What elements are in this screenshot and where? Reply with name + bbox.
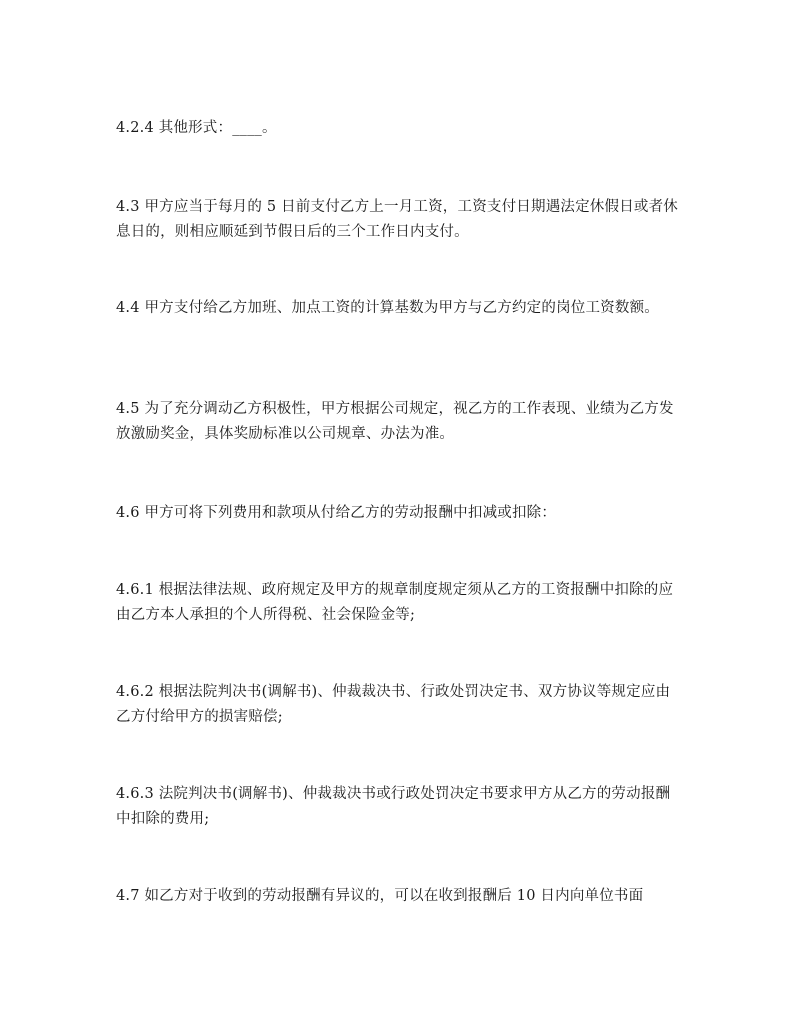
clause-4-6: 4.6 甲方可将下列费用和款项从付给乙方的劳动报酬中扣减或扣除：	[116, 505, 557, 521]
clause-4-6-3: 4.6.3 法院判决书(调解书)、仲裁裁决书或行政处罚决定书要求甲方从乙方的劳动报酬中扣除的费用;	[116, 786, 671, 827]
clause-4-6-1: 4.6.1 根据法律法规、政府规定及甲方的规章制度规定须从乙方的工资报酬中扣除的应由乙方本人承担的个人所得税、社会保险金等;	[116, 582, 674, 623]
clause-4-4: 4.4 甲方支付给乙方加班、加点工资的计算基数为甲方与乙方约定的岗位工资数额。	[116, 300, 659, 316]
clause-4-5: 4.5 为了充分调动乙方积极性，甲方根据公司规定，视乙方的工作表现、业绩为乙方发放激励奖金，具体奖励标准以公司规章、办法为准。	[116, 401, 674, 442]
clause-4-3: 4.3 甲方应当于每月的 5 日前支付乙方上一月工资，工资支付日期遇法定休假日或者休息日的，则相应顺延到节假日后的三个工作日内支付。	[116, 199, 679, 240]
clause-4-7: 4.7 如乙方对于收到的劳动报酬有异议的，可以在收到报酬后 10 日内向单位书面	[116, 888, 644, 904]
clause-4-2-4: 4.2.4 其他形式：____。	[116, 120, 277, 136]
clause-4-6-2: 4.6.2 根据法院判决书(调解书)、仲裁裁决书、行政处罚决定书、双方协议等规定应由乙方付给甲方的损害赔偿;	[116, 684, 671, 725]
